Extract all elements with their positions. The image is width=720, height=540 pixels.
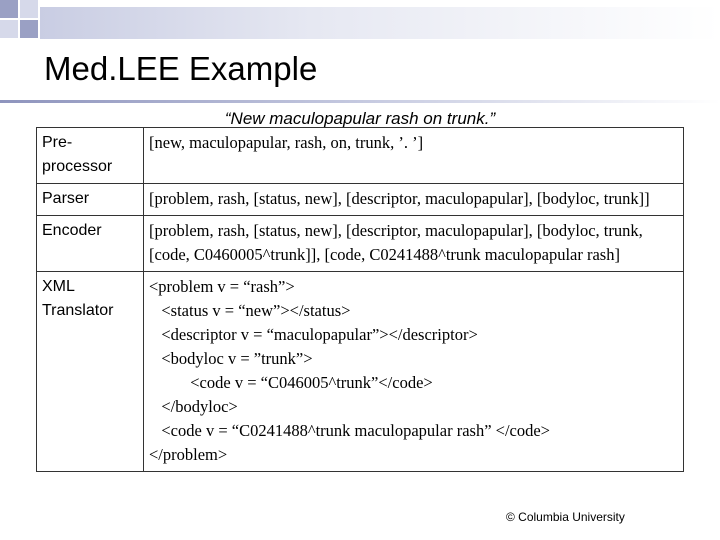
example-sentence: [0, 109, 720, 129]
row-content-parser: [144, 184, 684, 216]
header-gradient-bar: [40, 7, 720, 39]
xml-line: </bodyloc>: [149, 397, 238, 416]
row-label: XML Translator: [42, 278, 114, 319]
decor-square: [20, 0, 38, 18]
example-sentence-text: “New maculopapular rash on trunk.”: [224, 109, 496, 128]
table-row: [37, 184, 684, 216]
row-label: Encoder: [42, 222, 102, 239]
row-content-encoder: [144, 216, 684, 272]
xml-line: </problem>: [149, 445, 228, 464]
slide-corner-decoration: [0, 0, 720, 40]
xml-line: <code v = “C046005^trunk”</code>: [149, 373, 433, 392]
row-label: Pre- processor: [42, 134, 113, 175]
decor-square: [0, 0, 18, 18]
row-content-xml-translator: [144, 272, 684, 472]
row-label: Parser: [42, 190, 90, 207]
table-row: [37, 272, 684, 472]
row-label-encoder: [37, 216, 144, 272]
xml-line: <code v = “C0241488^trunk maculopapular rash” </code>: [149, 421, 550, 440]
slide-title: Med.LEE Example: [44, 50, 318, 87]
row-content: [new, maculopapular, rash, on, trunk, ’. ’]: [149, 133, 424, 152]
processing-stages-table: [36, 127, 684, 472]
xml-line: <problem v = “rash”>: [149, 277, 295, 296]
xml-line: <descriptor v = “maculopapular”></descriptor>: [149, 325, 478, 344]
row-content: [problem, rash, [status, new], [descriptor, maculopapular], [bodyloc, trunk]]: [149, 189, 650, 208]
row-label-parser: [37, 184, 144, 216]
row-label-xml-translator: [37, 272, 144, 472]
decor-square: [0, 20, 18, 38]
table-row: [37, 216, 684, 272]
xml-line: <status v = “new”></status>: [149, 301, 351, 320]
copyright-footer: © Columbia University: [506, 510, 625, 524]
title-underline: [0, 100, 720, 103]
decor-square: [20, 20, 38, 38]
row-content: [problem, rash, [status, new], [descriptor, maculopapular], [bodyloc, trunk, [code, C0460005^trunk]], [code, C0241488^trunk maculopapular rash]: [149, 221, 643, 264]
xml-line: <bodyloc v = ”trunk”>: [149, 349, 313, 368]
table-row: [37, 128, 684, 184]
row-label-preprocessor: [37, 128, 144, 184]
row-content-preprocessor: [144, 128, 684, 184]
